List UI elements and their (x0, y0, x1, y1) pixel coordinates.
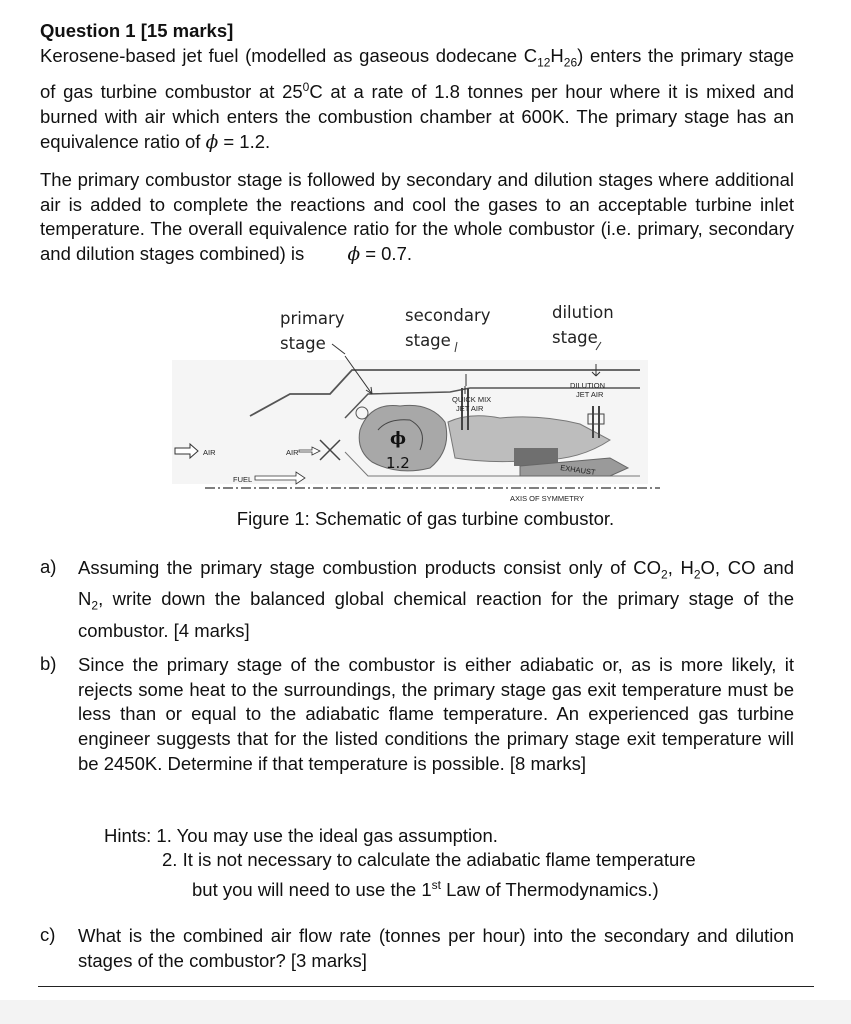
hint-1: Hints: 1. You may use the ideal gas assumption. (104, 825, 498, 846)
bottom-rule (38, 986, 814, 987)
label-dilution-jet1: DILUTION (570, 381, 606, 390)
label-exhaust: EXHAUST (559, 463, 597, 477)
label-dilution-stage: stage (552, 328, 598, 347)
part-a-label: a) (40, 556, 57, 577)
phi-symbol: ϕ (347, 244, 361, 266)
label-secondary: secondary (405, 306, 491, 325)
part-c-text: What is the combined air flow rate (tonnes per hour) into the secondary and dilution stages of the combustor? [3 marks] (78, 925, 794, 971)
phi-symbol: ϕ (205, 131, 219, 153)
label-quick-mix: QUICK MIX (452, 395, 492, 404)
label-secondary-stage: stage (405, 331, 451, 350)
part-c-label: c) (40, 924, 56, 945)
part-b-label: b) (40, 653, 57, 674)
label-primary-stage: stage (280, 334, 326, 353)
figure-caption: Figure 1: Schematic of gas turbine combustor. (236, 508, 615, 529)
footer-band (0, 1000, 851, 1024)
pointer-secondary (455, 342, 457, 352)
label-dilution-jet2: JET AIR (576, 390, 604, 399)
label-phi: ϕ (390, 429, 407, 449)
label-dilution: dilution (552, 303, 614, 322)
combustor-schematic (0, 290, 851, 510)
question-title: Question 1 [15 marks] (40, 20, 234, 41)
hint-2: 2. It is not necessary to calculate the adiabatic flame temperature but you will need to use the 1st Law of Thermodynamics.) (162, 849, 696, 900)
part-a-text: Assuming the primary stage combustion products consist only of $CO_2$, $H_2O$, CO and $N_2$, write down the balanced global chemical reaction for the primary stage of the combustor. [4 marks] (78, 557, 794, 641)
label-fuel: FUEL (233, 475, 253, 484)
part-b-text: Since the primary stage of the combustor is either adiabatic or, as is more likely, it rejects some heat to the surroundings, the primary stage gas exit temperature must be less than or equal to the adiabatic flame temperature. An experienced gas turbine engineer suggests that for the listed conditions the primary stage exit temperature will be 2450K. Determine if that temperature is possible. [8 marks] (78, 654, 794, 774)
label-air-in: AIR (203, 448, 216, 457)
label-axis: AXIS OF SYMMETRY (510, 494, 585, 503)
pointer-primary (332, 344, 345, 354)
label-primary: primary (280, 309, 345, 328)
question-paragraph-2: The primary combustor stage is followed by secondary and dilution stages where additional air is added to complete the reactions and cool the gases to an acceptable turbine inlet temperature. The overall equivalence ratio for the whole combustor (i.e. primary, secondary and dilution stages combined) is ϕ = 0.7. (40, 169, 794, 266)
label-quick-jet: JET AIR (456, 404, 484, 413)
label-air-inner: AIR (286, 448, 299, 457)
question-intro: Kerosene-based jet fuel (modelled as gaseous dodecane $C_{12}H_{26}$) enters the primary stage of gas turbine combustor at $25^0C$ at a rate of 1.8 tonnes per hour where it is mixed and burned with air which enters the combustion chamber at 600K. The primary stage has an equivalence ratio of ϕ = 1.2. (40, 45, 794, 153)
label-phi-value: 1.2 (386, 454, 410, 472)
